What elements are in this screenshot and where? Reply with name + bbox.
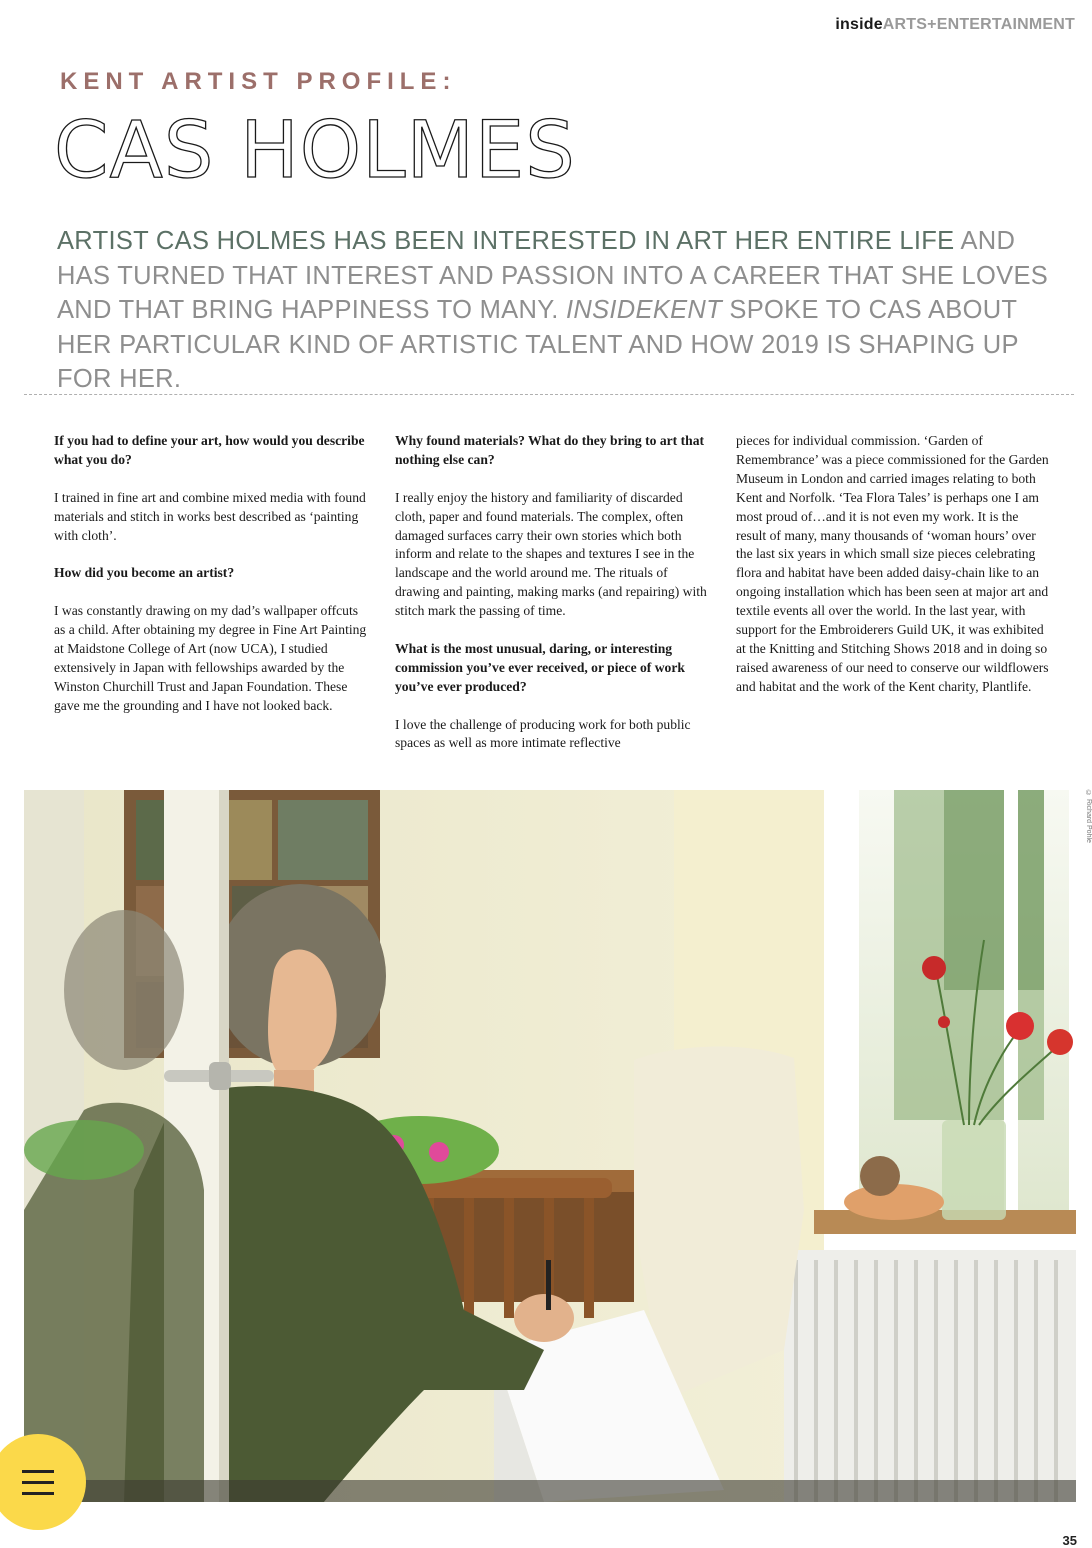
text-column-3: [736, 432, 1050, 716]
answer: I love the challenge of producing work for both public spaces as well as more intimate reflective: [395, 716, 691, 751]
answer: I was constantly drawing on my dad’s wallpaper offcuts as a child. After obtaining my degree in Fine Art Painting at Maidstone College of Art (now UCA), I studied extensively in Japan with fellowships awarded by the Winston Churchill Trust and Japan Foundation. These gave me the grounding and I have not looked back.: [54, 603, 367, 713]
kicker: KENT ARTIST PROFILE:: [60, 68, 457, 95]
dashed-divider: [24, 394, 1074, 395]
photo-credit: © Richard Pohle: [1085, 790, 1092, 843]
section-header: [835, 16, 1075, 34]
menu-button[interactable]: [0, 1434, 86, 1530]
answer: I trained in fine art and combine mixed media with found materials and stitch in works best described as ‘painting with cloth’.: [54, 489, 366, 543]
article-title-text: CAS HOLMES: [54, 106, 576, 196]
standfirst: [57, 224, 1057, 397]
magazine-name: INSIDEKENT: [566, 296, 723, 324]
question: If you had to define your art, how would you describe what you do?: [54, 433, 365, 467]
article-title: [54, 106, 576, 196]
artist-photo-illustration: [24, 790, 1076, 1502]
question: What is the most unusual, daring, or interesting commission you’ve ever received, or piece of work you’ve ever produced?: [395, 640, 685, 694]
text-column-1: [54, 432, 368, 734]
standfirst-part2: SPOKE TO CAS ABOUT HER PARTICULAR KIND OF ARTISTIC TALENT AND HOW 2019 IS SHAPING UP FOR HER.: [57, 296, 1019, 393]
answer: I really enjoy the history and familiarity of discarded cloth, paper and found materials. The complex, often damaged surfaces carry their own stories which both inform and relate to the shapes and textures I see in the landscape and the world around me. The rituals of drawing and painting, making marks (and repairing) with stitch mark the passing of time.: [395, 489, 707, 619]
answer: pieces for individual commission. ‘Garden of Remembrance’ was a piece commissioned for the Garden Museum in London and carried images relating to both Kent and Norfolk. ‘Tea Flora Tales’ is perhaps one I am most proud of…and it is not even my work. It is the result of many, many thousands of ‘woman hours’ over the last six years in which small size pieces celebrating flora and habitat have been added daisy-chain like to an ongoing installation which has been seen at major art and textile events all over the world. In the last year, with support for the Embroiderers Guild UK, it was exhibited at the Knitting and Stitching Shows 2018 and in doing so raised awareness of our need to conserve our wildflowers and habitat and the work of the Kent charity, Plantlife.: [736, 433, 1049, 694]
artist-photo: [24, 790, 1076, 1502]
page-number: 35: [1062, 1533, 1077, 1548]
standfirst-lead: ARTIST CAS HOLMES HAS BEEN INTERESTED IN ART HER ENTIRE LIFE: [57, 227, 955, 255]
brand-inside: inside: [835, 16, 883, 33]
section-name: ARTS+ENTERTAINMENT: [882, 16, 1075, 33]
question: How did you become an artist?: [54, 565, 235, 581]
question: Why found materials? What do they bring to art that nothing else can?: [395, 433, 705, 467]
standfirst-part1: AND HAS TURNED THAT INTEREST AND PASSION INTO A CAREER THAT SHE LOVES AND THAT BRING HAPPINESS TO MANY.: [57, 227, 1049, 324]
text-column-2: [395, 432, 709, 772]
